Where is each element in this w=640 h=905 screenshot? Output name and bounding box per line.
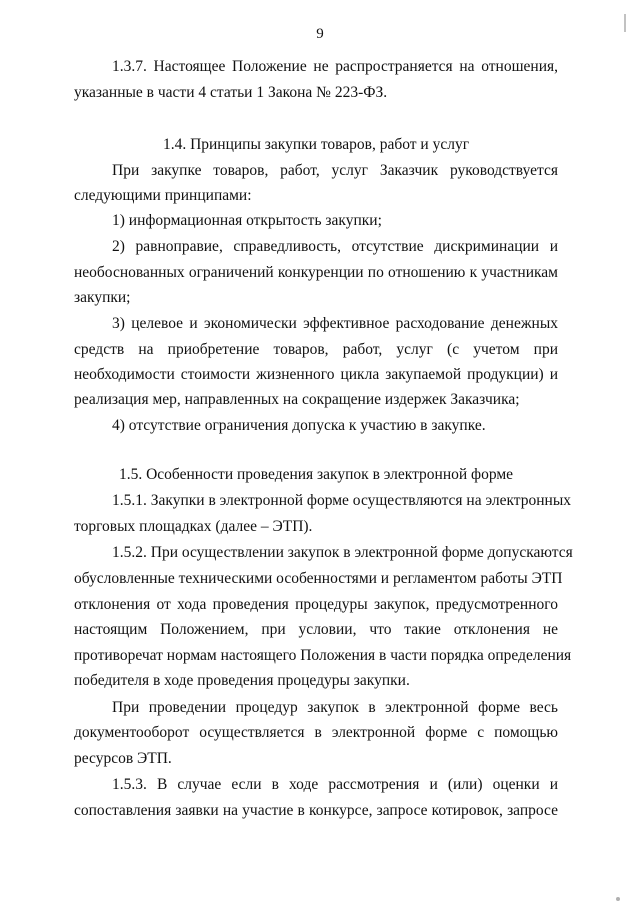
- text-line: противоречат нормам настоящего Положения в части порядка определения: [74, 647, 572, 664]
- list-item: 3) целевое и экономически эффективное расходование денежных: [112, 315, 558, 332]
- text-line: необходимости стоимости жизненного цикла закупаемой продукции) и: [74, 366, 558, 383]
- text-line: следующими принципами:: [74, 187, 252, 204]
- text-line: обусловленные техническими особенностями и регламентом работы ЭТП: [74, 570, 563, 587]
- text-line: ресурсов ЭТП.: [74, 750, 172, 767]
- text-line: 1.5.2. При осуществлении закупок в электронной форме допускаются: [112, 544, 573, 561]
- page-number: 9: [316, 26, 324, 42]
- text-line: сопоставления заявки на участие в конкурсе, запросе котировок, запросе: [74, 802, 558, 819]
- text-line: 1.5.3. В случае если в ходе рассмотрения и (или) оценки и: [112, 776, 558, 793]
- list-item: 2) равноправие, справедливость, отсутствие дискриминации и: [112, 238, 558, 255]
- text-line: указанные в части 4 статьи 1 Закона № 223-ФЗ.: [74, 84, 388, 101]
- text-line: реализация мер, направленных на сокращение издержек Заказчика;: [74, 391, 520, 408]
- text-line: закупки;: [74, 289, 131, 306]
- text-line: 1.5.1. Закупки в электронной форме осуществляются на электронных: [112, 492, 571, 509]
- scan-speck: [616, 897, 620, 901]
- text-line: настоящим Положением, при условии, что такие отклонения не: [74, 621, 558, 638]
- text-line: средств на приобретение товаров, работ, услуг (с учетом при: [74, 341, 558, 358]
- text-line: торговых площадках (далее – ЭТП).: [74, 518, 313, 535]
- text-line: необоснованных ограничений конкуренции по отношению к участникам: [74, 264, 558, 281]
- section-heading: 1.5. Особенности проведения закупок в электронной форме: [118, 466, 514, 483]
- text-line: документооборот осуществляется в электронной форме с помощью: [74, 724, 558, 741]
- text-line: отклонения от хода проведения процедуры закупок, предусмотренного: [74, 596, 558, 613]
- text-line: При закупке товаров, работ, услуг Заказчик руководствуется: [112, 162, 558, 179]
- list-item: 4) отсутствие ограничения допуска к участию в закупке.: [112, 417, 486, 434]
- text-line: При проведении процедур закупок в электронной форме весь: [112, 699, 558, 716]
- text-line: 1.3.7. Настоящее Положение не распространяется на отношения,: [112, 58, 558, 75]
- text-line: победителя в ходе проведения процедуры закупки.: [74, 672, 410, 689]
- list-item: 1) информационная открытость закупки;: [112, 212, 382, 229]
- section-heading: 1.4. Принципы закупки товаров, работ и услуг: [162, 136, 470, 153]
